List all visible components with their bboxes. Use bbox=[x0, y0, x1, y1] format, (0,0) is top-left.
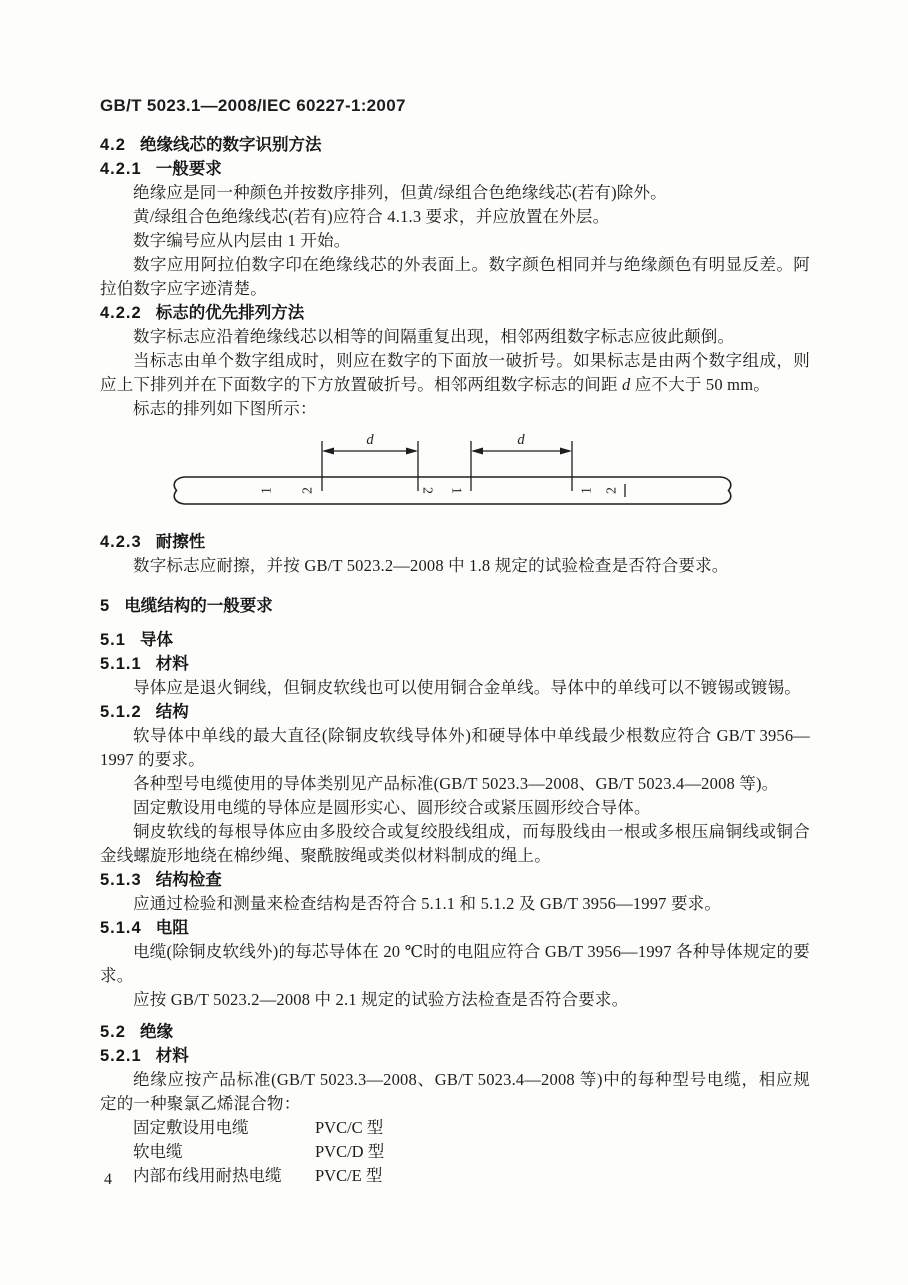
paragraph-text: 应不大于 50 mm。 bbox=[630, 375, 770, 394]
paragraph-marking-1: 数字标志应沿着绝缘线芯以相等的间隔重复出现，相邻两组数字标志应彼此颠倒。 bbox=[133, 327, 735, 346]
section-number: 4.2.1 bbox=[100, 160, 142, 178]
pvc-type-label: 软电缆 bbox=[133, 1142, 183, 1161]
paragraph-text: 当标志由单个数字组成时，则应在数字的下面放一破折号。如果标志是由两个数字组成，则应上下排列并在下面数字的下方放置破折号。相邻两组数字标志的间距 bbox=[100, 351, 810, 394]
mark-digit: 1 bbox=[448, 487, 464, 494]
section-number: 5.1 bbox=[100, 631, 126, 649]
pvc-type-value: PVC/D 型 bbox=[315, 1142, 385, 1161]
mark-digit: 2 bbox=[604, 487, 620, 494]
paragraph-check-1: 应通过检验和测量来检查结构是否符合 5.1.1 和 5.1.2 及 GB/T 3956—1997 要求。 bbox=[133, 894, 722, 913]
cable-left-end bbox=[174, 477, 184, 504]
section-heading-5-1-2 bbox=[100, 700, 810, 724]
paragraph-structure-4: 铜皮软线的每根导体应由多股绞合或复绞股线组成，而每股线由一根或多根压扁铜线或铜合金线螺旋形地绕在棉纱绳、聚酰胺绳或类似材料制成的绳上。 bbox=[100, 822, 810, 865]
section-title: 导体 bbox=[139, 631, 173, 649]
section-title: 结构 bbox=[155, 703, 189, 721]
section-number: 4.2 bbox=[100, 136, 126, 154]
paragraph-insulation-material-1: 绝缘应按产品标准(GB/T 5023.3—2008、GB/T 5023.4—2008 等)中的每种型号电缆，相应规定的一种聚氯乙烯混合物： bbox=[100, 1070, 810, 1113]
arrowhead-icon bbox=[560, 448, 572, 455]
section-title: 材料 bbox=[155, 1047, 189, 1065]
standard-number-header: GB/T 5023.1—2008/IEC 60227-1:2007 bbox=[100, 96, 406, 115]
pvc-type-row bbox=[100, 1140, 810, 1164]
pvc-type-row bbox=[100, 1164, 810, 1188]
arrowhead-icon bbox=[322, 448, 334, 455]
paragraph-structure-1: 软导体中单线的最大直径(除铜皮软线导体外)和硬导体中单线最少根数应符合 GB/T 3956—1997 的要求。 bbox=[100, 726, 810, 769]
paragraph-structure-2: 各种型号电缆使用的导体类别见产品标准(GB/T 5023.3—2008、GB/T 5023.4—2008 等)。 bbox=[133, 774, 779, 793]
mark-digit: 2 bbox=[300, 487, 316, 494]
section-heading-5 bbox=[100, 594, 810, 618]
section-title: 耐擦性 bbox=[155, 533, 206, 551]
section-number: 5.1.1 bbox=[100, 655, 142, 673]
section-heading-5-1 bbox=[100, 628, 810, 652]
section-title: 电阻 bbox=[155, 919, 189, 937]
arrowhead-icon bbox=[406, 448, 418, 455]
section-heading-5-2 bbox=[100, 1020, 810, 1044]
section-number: 5.2.1 bbox=[100, 1047, 142, 1065]
paragraph-resistance-1: 电缆(除铜皮软线外)的每芯导体在 20 ℃时的电阻应符合 GB/T 3956—1997 各种导体规定的要求。 bbox=[100, 942, 810, 985]
paragraph-marking-3: 标志的排列如下图所示： bbox=[133, 399, 317, 418]
section-number: 5 bbox=[100, 597, 111, 615]
section-title: 电缆结构的一般要求 bbox=[124, 597, 273, 615]
page-number: 4 bbox=[104, 1171, 112, 1188]
section-heading-4-2-1 bbox=[100, 157, 810, 181]
cable-marking-diagram bbox=[100, 431, 810, 516]
paragraph-durability-1: 数字标志应耐擦，并按 GB/T 5023.2—2008 中 1.8 规定的试验检查是否符合要求。 bbox=[133, 556, 729, 575]
paragraph-general-4: 数字应用阿拉伯数字印在绝缘线芯的外表面上。数字颜色相同并与绝缘颜色有明显反差。阿拉伯数字应字迹清楚。 bbox=[100, 255, 810, 298]
section-title: 标志的优先排列方法 bbox=[155, 304, 305, 322]
section-number: 4.2.3 bbox=[100, 533, 142, 551]
dimension-label-d-1: d bbox=[366, 432, 374, 448]
cable-marking-figure bbox=[100, 431, 810, 516]
section-number: 5.2 bbox=[100, 1023, 126, 1041]
section-title: 一般要求 bbox=[155, 160, 222, 178]
section-heading-4-2-2 bbox=[100, 301, 810, 325]
section-heading-5-1-1 bbox=[100, 652, 810, 676]
section-title: 绝缘线芯的数字识别方法 bbox=[139, 136, 322, 154]
section-title: 绝缘 bbox=[139, 1023, 173, 1041]
paragraph-marking-2 bbox=[100, 349, 810, 397]
section-title: 结构检查 bbox=[155, 871, 222, 889]
pvc-type-row bbox=[100, 1116, 810, 1140]
section-number: 4.2.2 bbox=[100, 304, 142, 322]
mark-digit: 1 bbox=[259, 487, 275, 494]
distance-variable-d: d bbox=[622, 375, 631, 394]
paragraph-conductor-material-1: 导体应是退火铜线，但铜皮软线也可以使用铜合金单线。导体中的单线可以不镀锡或镀锡。 bbox=[133, 678, 801, 697]
paragraph-general-1: 绝缘应是同一种颜色并按数序排列，但黄/绿组合色绝缘线芯(若有)除外。 bbox=[133, 183, 667, 202]
mark-digit: 2 bbox=[419, 487, 435, 494]
paragraph-resistance-2: 应按 GB/T 5023.2—2008 中 2.1 规定的试验方法检查是否符合要求。 bbox=[133, 990, 629, 1009]
section-heading-4-2-3 bbox=[100, 530, 810, 554]
section-heading-5-2-1 bbox=[100, 1044, 810, 1068]
pvc-type-value: PVC/E 型 bbox=[315, 1166, 383, 1185]
section-number: 5.1.2 bbox=[100, 703, 142, 721]
section-number: 5.1.3 bbox=[100, 871, 142, 889]
paragraph-structure-3: 固定敷设用电缆的导体应是圆形实心、圆形绞合或紧压圆形绞合导体。 bbox=[133, 798, 651, 817]
pvc-type-label: 固定敷设用电缆 bbox=[133, 1118, 249, 1137]
paragraph-general-3: 数字编号应从内层由 1 开始。 bbox=[133, 231, 351, 250]
paragraph-general-2: 黄/绿组合色绝缘线芯(若有)应符合 4.1.3 要求，并应放置在外层。 bbox=[133, 207, 610, 226]
section-number: 5.1.4 bbox=[100, 919, 142, 937]
section-heading-5-1-4 bbox=[100, 916, 810, 940]
dimension-label-d-2: d bbox=[517, 432, 525, 448]
cable-right-end bbox=[721, 477, 731, 504]
section-heading-5-1-3 bbox=[100, 868, 810, 892]
pvc-type-value: PVC/C 型 bbox=[315, 1118, 384, 1137]
section-title: 材料 bbox=[155, 655, 189, 673]
pvc-type-label: 内部布线用耐热电缆 bbox=[133, 1166, 282, 1185]
mark-digit: 1 bbox=[579, 487, 595, 494]
arrowhead-icon bbox=[471, 448, 483, 455]
section-heading-4-2 bbox=[100, 133, 810, 157]
